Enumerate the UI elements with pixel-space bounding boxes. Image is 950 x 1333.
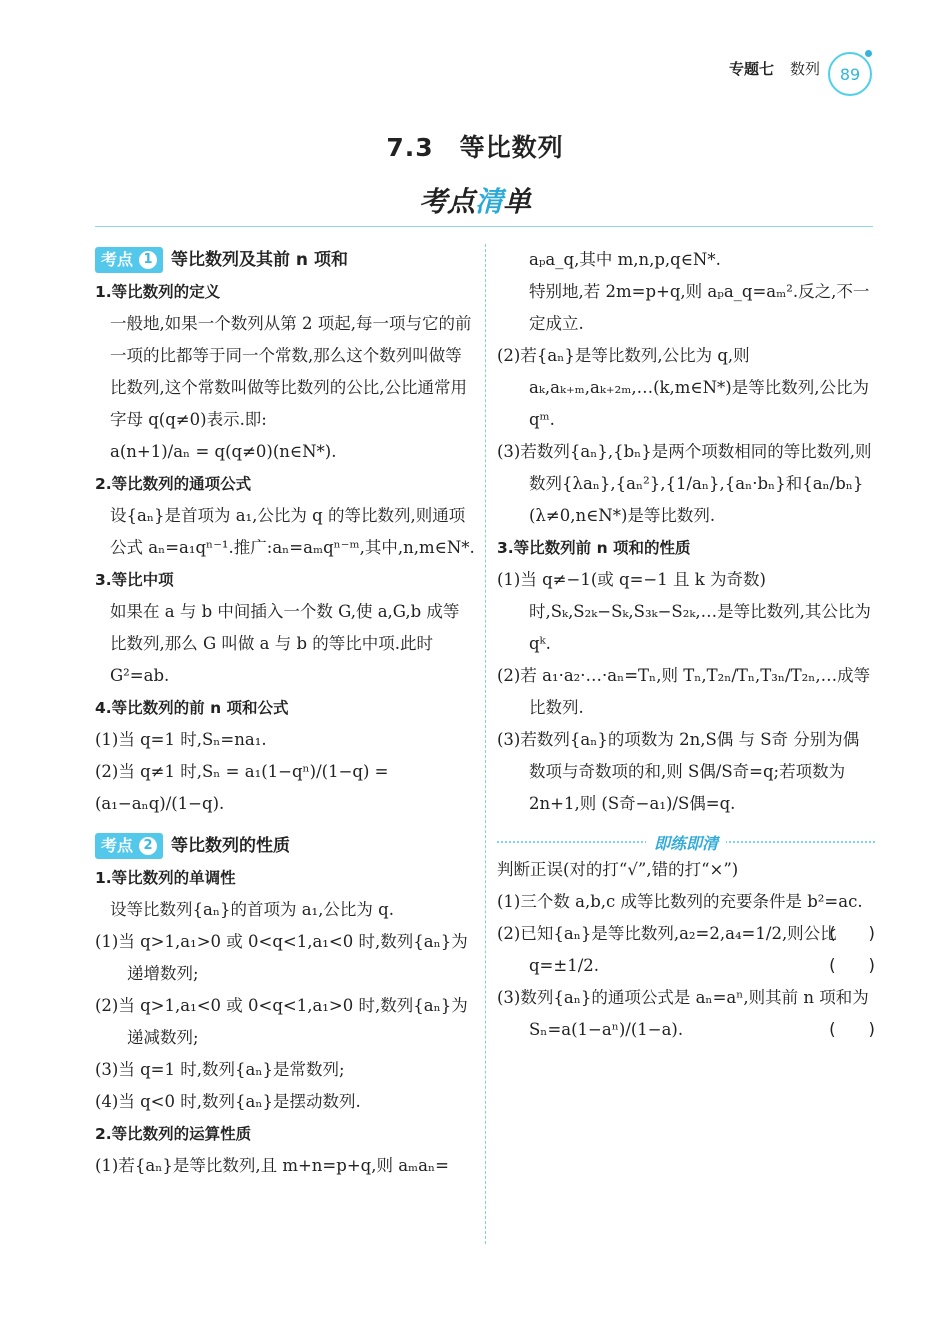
section-definition-body: 一般地,如果一个数列从第 2 项起,每一项与它的前一项的比都等于同一个常数,那么这个数列叫做等比数列,这个常数叫做等比数列的公比,公比通常用字母 q(q≠0)表示.即:: [110, 314, 472, 429]
operation-case-1-cont: aₚa_q,其中 m,n,p,q∈N*.: [529, 250, 721, 269]
operation-case-3: (3)若数列{aₙ},{bₙ}是两个项数相同的等比数列,则数列{λaₙ},{aₙ²},{1/aₙ},{aₙ·bₙ}和{aₙ/bₙ}(λ≠0,n∈N*)是等比数列.: [497, 442, 872, 525]
answer-blank-1[interactable]: ( ): [829, 924, 875, 943]
left-column: [95, 244, 475, 1182]
banner-text-3: 单: [503, 185, 532, 218]
section-general-term-title: 2.等比数列的通项公式: [95, 475, 252, 493]
answer-blank-3[interactable]: ( ): [829, 1020, 875, 1039]
monotonic-case-3: (3)当 q=1 时,数列{aₙ}是常数列;: [95, 1060, 345, 1079]
section-banner: [0, 180, 950, 220]
right-column: [497, 244, 875, 1046]
question-3: [497, 982, 875, 1046]
topic-2-heading: 等比数列的性质: [171, 836, 291, 856]
page-number: [828, 52, 872, 96]
sum-property-2: (2)若 a₁·a₂·…·aₙ=Tₙ,则 Tₙ,T₂ₙ/Tₙ,T₃ₙ/T₂ₙ,…成等比数列.: [497, 666, 871, 717]
topic-1-header: [95, 244, 475, 276]
section-sum-properties-title: 3.等比数列前 n 项和的性质: [497, 539, 691, 557]
banner-text-2: 清: [474, 185, 503, 218]
topic-2-header: [95, 830, 475, 862]
question-1: [497, 886, 875, 943]
banner-divider: [95, 226, 873, 227]
question-1-text: (1)三个数 a,b,c 成等比数列的充要条件是 b²=ac.: [497, 892, 863, 911]
practice-divider: [497, 828, 875, 854]
section-geometric-mean-title: 3.等比中项: [95, 571, 174, 589]
topic-tag-label: 考点: [101, 250, 134, 269]
operation-case-2: (2)若{aₙ}是等比数列,公比为 q,则 aₖ,aₖ₊ₘ,aₖ₊₂ₘ,…(k,m∈N*)是等比数列,公比为 qᵐ.: [497, 346, 869, 429]
section-geometric-mean-body: 如果在 a 与 b 中间插入一个数 G,使 a,G,b 成等比数列,那么 G 叫做 a 与 b 的等比中项.此时 G²=ab.: [110, 602, 460, 685]
operation-case-1: (1)若{aₙ}是等比数列,且 m+n=p+q,则 aₘaₙ=: [95, 1156, 449, 1175]
banner-text-1: 考点: [418, 185, 475, 218]
question-2-text: (2)已知{aₙ}是等比数列,a₂=2,a₄=1/2,则公比 q=±1/2.: [497, 924, 837, 975]
section-monotonic-title: 1.等比数列的单调性: [95, 869, 236, 887]
practice-label: 即练即清: [646, 834, 726, 853]
sum-property-3: (3)若数列{aₙ}的项数为 2n,S偶 与 S奇 分别为偶数项与奇数项的和,则 S偶/S奇=q;若项数为 2n+1,则 (S奇−a₁)/S偶=q.: [497, 730, 860, 813]
answer-blank-2[interactable]: ( ): [829, 956, 875, 975]
page-header: [729, 58, 820, 79]
topic-tag-2: [95, 833, 163, 859]
judge-instructions: 判断正误(对的打“√”,错的打“×”): [497, 860, 739, 879]
operation-special-case: 特别地,若 2m=p+q,则 aₚa_q=aₘ².反之,不一定成立.: [529, 282, 870, 333]
page-number-text: 89: [839, 64, 861, 84]
sum-case-2: (2)当 q≠1 时,Sₙ = a₁(1−qⁿ)/(1−q) = (a₁−aₙq)/(1−q).: [95, 762, 389, 813]
monotonic-case-1: (1)当 q>1,a₁>0 或 0<q<1,a₁<0 时,数列{aₙ}为递增数列;: [95, 932, 468, 983]
monotonic-case-4: (4)当 q<0 时,数列{aₙ}是摆动数列.: [95, 1092, 361, 1111]
section-monotonic-body: 设等比数列{aₙ}的首项为 a₁,公比为 q.: [110, 900, 394, 919]
section-definition-title: 1.等比数列的定义: [95, 283, 221, 301]
topic-tag-number: 2: [139, 837, 157, 855]
topic-tag-label: 考点: [101, 836, 134, 855]
topic-tag-1: [95, 247, 163, 273]
question-2: [497, 918, 875, 982]
question-3-text: (3)数列{aₙ}的通项公式是 aₙ=aⁿ,则其前 n 项和为 Sₙ=a(1−aⁿ)/(1−a).: [497, 988, 869, 1039]
topic-tag-number: 1: [139, 251, 157, 269]
section-sum-title: 4.等比数列的前 n 项和公式: [95, 699, 289, 717]
topic-1-heading: 等比数列及其前 n 项和: [171, 250, 348, 270]
section-general-term-body: 设{aₙ}是首项为 a₁,公比为 q 的等比数列,则通项公式 aₙ=a₁qⁿ⁻¹.推广:aₙ=aₘqⁿ⁻ᵐ,其中,n,m∈N*.: [110, 506, 475, 557]
column-divider: [485, 244, 486, 1244]
section-operation-title: 2.等比数列的运算性质: [95, 1125, 252, 1143]
header-subject: 数列: [789, 60, 820, 78]
monotonic-case-2: (2)当 q>1,a₁<0 或 0<q<1,a₁>0 时,数列{aₙ}为递减数列;: [95, 996, 468, 1047]
sum-property-1: (1)当 q≠−1(或 q=−1 且 k 为奇数)时,Sₖ,S₂ₖ−Sₖ,S₃ₖ−S₂ₖ,…是等比数列,其公比为 qᵏ.: [497, 570, 871, 653]
definition-formula: a(n+1)/aₙ = q(q≠0)(n∈N*).: [110, 442, 337, 461]
page-title: 7.3 等比数列: [386, 133, 564, 162]
sum-case-1: (1)当 q=1 时,Sₙ=na₁.: [95, 730, 267, 749]
header-topic: 专题七: [728, 60, 774, 78]
